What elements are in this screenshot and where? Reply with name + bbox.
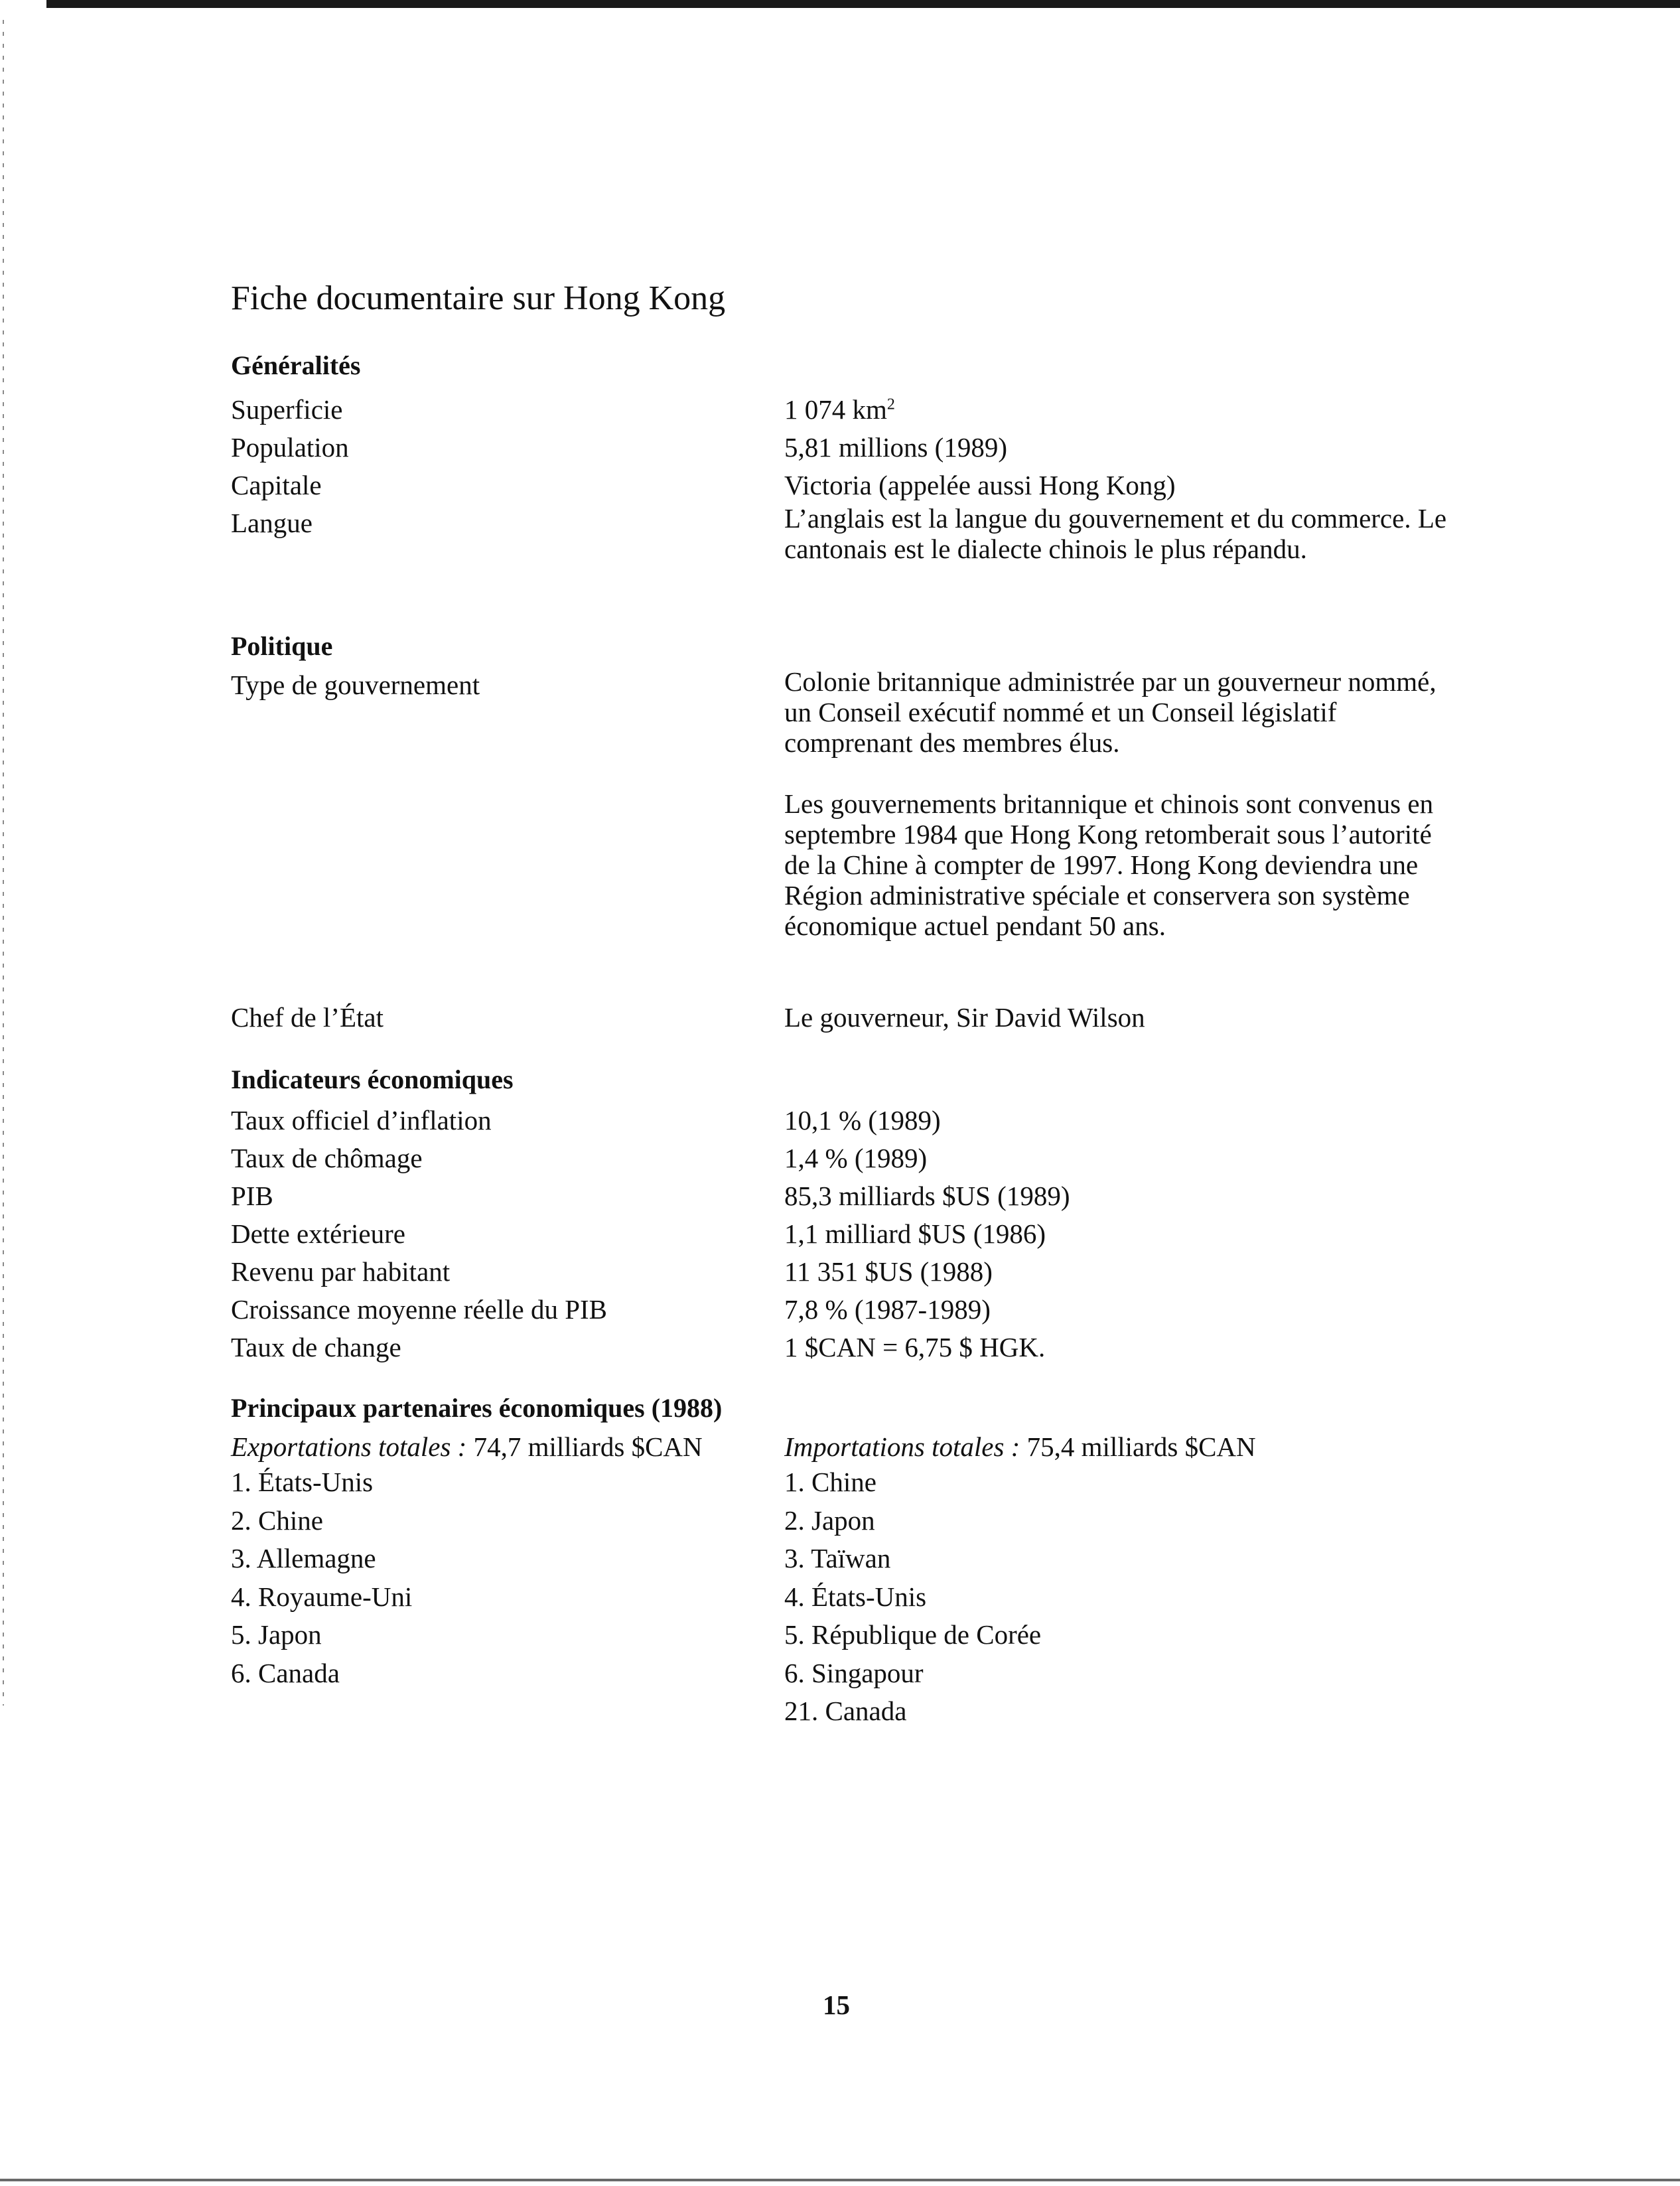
value-inflation: 10,1 % (1989) xyxy=(784,1105,941,1135)
value-taux-change: 1 $CAN = 6,75 $ HGK. xyxy=(784,1332,1046,1362)
label-revenu-habitant: Revenu par habitant xyxy=(231,1256,451,1287)
imports-total xyxy=(784,1433,1256,1461)
exports-total xyxy=(231,1433,703,1461)
value-chomage: 1,4 % (1989) xyxy=(784,1143,928,1173)
section-heading-politique: Politique xyxy=(231,631,333,661)
exports-total-value: 74,7 milliards $CAN xyxy=(466,1431,703,1462)
top-border-gap xyxy=(0,0,46,8)
list-item: 4. Royaume-Uni xyxy=(231,1581,413,1612)
exports-total-label: Exportations totales : xyxy=(231,1431,467,1462)
imports-total-label: Importations totales : xyxy=(784,1431,1020,1462)
list-item: 2. Japon xyxy=(784,1504,875,1536)
label-dette-exterieure: Dette extérieure xyxy=(231,1218,405,1249)
list-item: 21. Canada xyxy=(784,1696,907,1726)
label-capitale: Capitale xyxy=(231,470,322,500)
label-superficie: Superficie xyxy=(231,394,343,425)
value-dette-exterieure: 1,1 milliard $US (1986) xyxy=(784,1218,1046,1249)
value-superficie xyxy=(784,396,895,423)
list-item: 6. Canada xyxy=(231,1657,340,1688)
label-croissance-pib: Croissance moyenne réelle du PIB xyxy=(231,1294,608,1325)
label-population: Population xyxy=(231,432,349,463)
value-croissance-pib: 7,8 % (1987-1989) xyxy=(784,1294,991,1325)
left-scan-edge xyxy=(3,20,4,1706)
section-heading-indicateurs: Indicateurs économiques xyxy=(231,1064,514,1094)
label-langue: Langue xyxy=(231,508,313,538)
list-item: 3. Taïwan xyxy=(784,1543,891,1573)
value-population: 5,81 millions (1989) xyxy=(784,432,1007,463)
page-number: 15 xyxy=(823,1990,850,2020)
imports-list xyxy=(784,1463,1041,1731)
list-item: 1. Chine xyxy=(784,1467,876,1497)
section-heading-generalites: Généralités xyxy=(231,350,361,380)
label-type-gouvernement: Type de gouvernement xyxy=(231,670,480,700)
list-item: 5. Japon xyxy=(231,1619,322,1650)
exports-list xyxy=(231,1463,412,1692)
bottom-border-rule xyxy=(0,2179,1680,2181)
list-item: 5. République de Corée xyxy=(784,1619,1042,1650)
imports-total-value: 75,4 milliards $CAN xyxy=(1020,1431,1256,1462)
value-gouvernement-paragraph-1: Colonie britannique administrée par un gouverneur nommé, un Conseil exécutif nommé et un Conseil législatif comprenant des membres élus. xyxy=(784,666,1436,758)
value-langue: L’anglais est la langue du gouvernement et du commerce. Le cantonais est le dialecte chinois le plus répandu. xyxy=(784,503,1447,564)
label-taux-change: Taux de change xyxy=(231,1332,401,1362)
list-item: 2. Chine xyxy=(231,1504,323,1536)
label-chef-etat: Chef de l’État xyxy=(231,1002,384,1033)
list-item: 6. Singapour xyxy=(784,1657,924,1688)
value-superficie-exponent: 2 xyxy=(886,396,895,413)
top-border-rule xyxy=(0,0,1680,8)
value-revenu-habitant: 11 351 $US (1988) xyxy=(784,1256,993,1287)
label-inflation: Taux officiel d’inflation xyxy=(231,1105,492,1135)
value-chef-etat: Le gouverneur, Sir David Wilson xyxy=(784,1002,1145,1033)
list-item: 4. États-Unis xyxy=(784,1581,927,1612)
label-chomage: Taux de chômage xyxy=(231,1143,423,1173)
list-item: 3. Allemagne xyxy=(231,1543,376,1573)
value-capitale: Victoria (appelée aussi Hong Kong) xyxy=(784,470,1176,500)
value-superficie-text: 1 074 km xyxy=(784,394,887,425)
list-item: 1. États-Unis xyxy=(231,1467,374,1497)
section-heading-partenaires: Principaux partenaires économiques (1988) xyxy=(231,1393,723,1423)
label-pib: PIB xyxy=(231,1181,273,1211)
value-pib: 85,3 milliards $US (1989) xyxy=(784,1181,1070,1211)
value-gouvernement-paragraph-2: Les gouvernements britannique et chinois sont convenus en septembre 1984 que Hong Kong retomberait sous l’autorité de la Chine à compter de 1997. Hong Kong deviendra une Région administrative spéciale et conservera son système économique actuel pendant 50 ans. xyxy=(784,788,1434,941)
page-title: Fiche documentaire sur Hong Kong xyxy=(231,279,726,317)
